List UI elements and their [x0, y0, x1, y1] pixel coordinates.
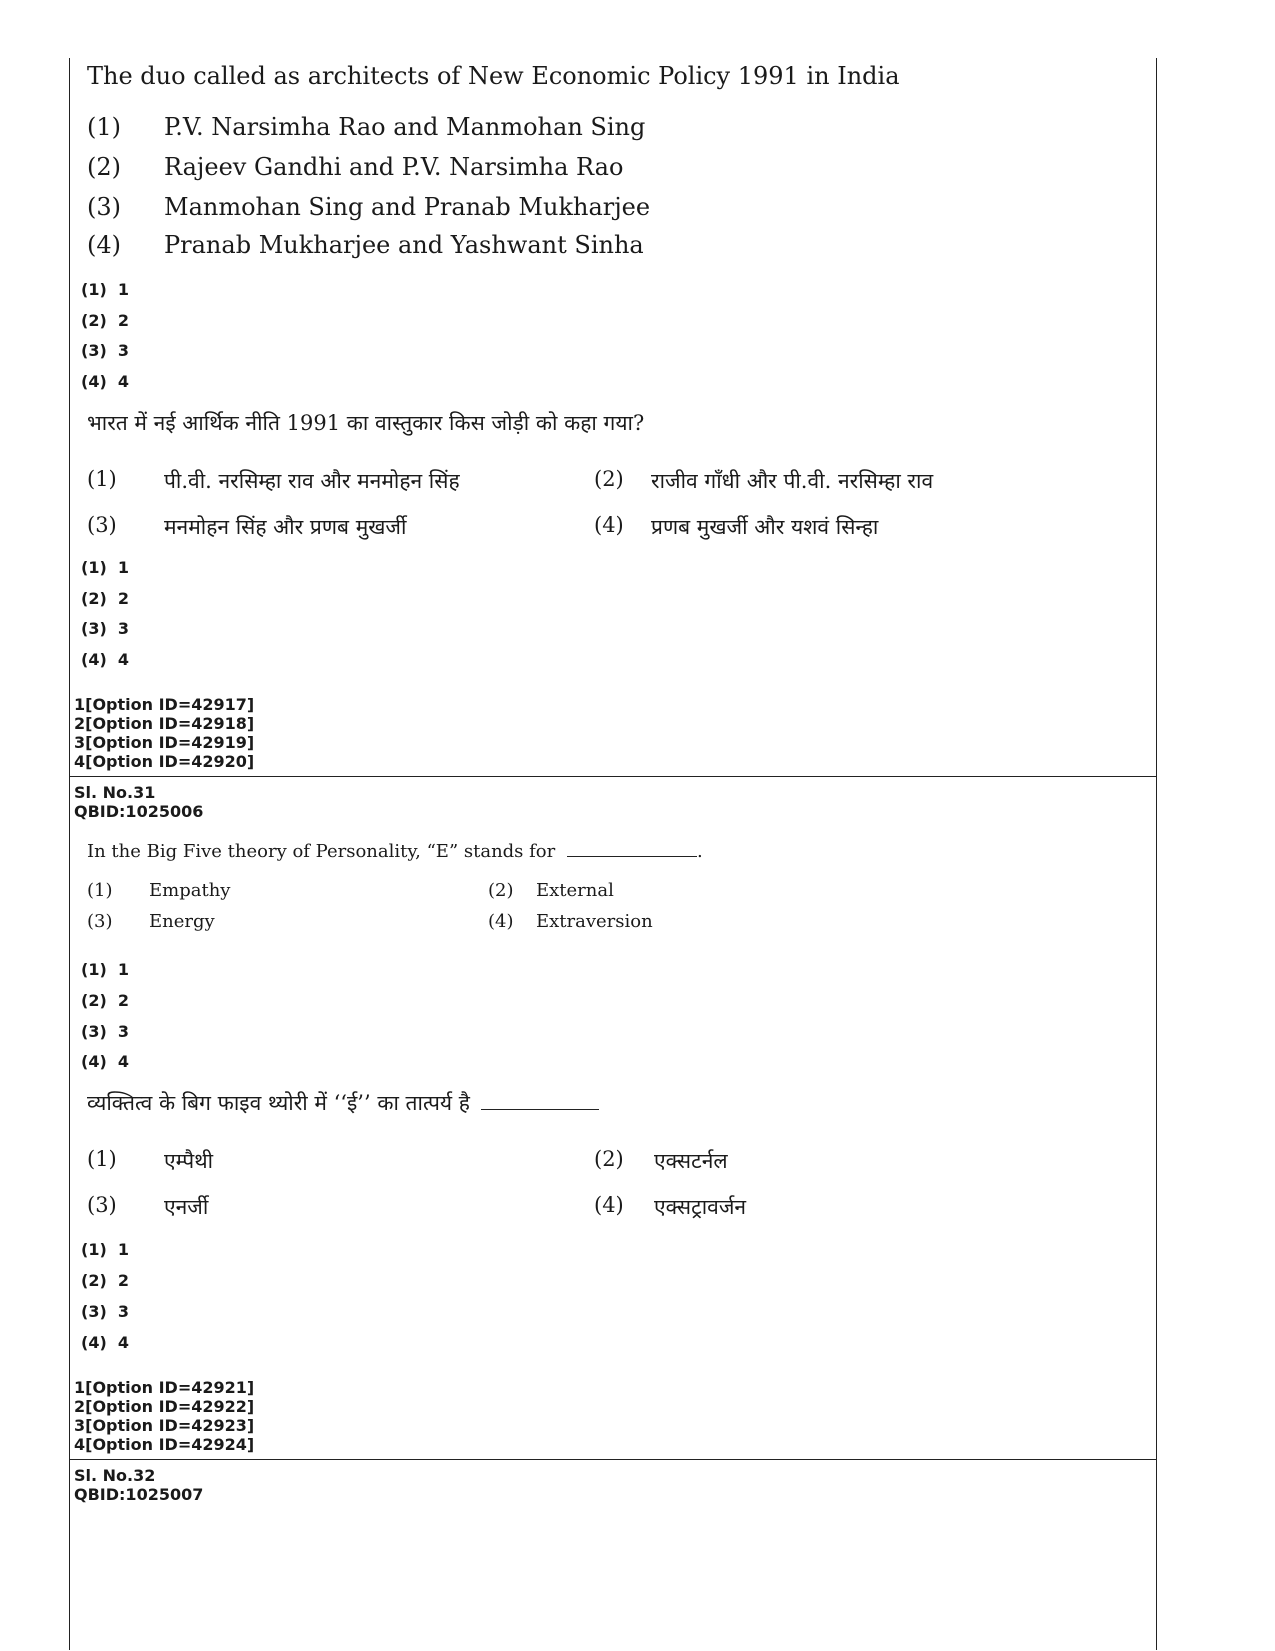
- q30-hi-option-num: (2): [594, 467, 624, 491]
- q31-en-question: [87, 841, 703, 862]
- q31-hi-option-num: (3): [87, 1193, 117, 1217]
- q30-option-id: 2[Option ID=42918]: [74, 714, 255, 733]
- q30-option-id: 3[Option ID=42919]: [74, 733, 255, 752]
- q31-en-option-num: (1): [87, 880, 113, 901]
- q30-hi-option-text: पी.वी. नरसिम्हा राव और मनमोहन सिंह: [164, 469, 460, 493]
- q30-answer-choice: (1) 1: [81, 280, 130, 299]
- q30-en-option-text: Pranab Mukharjee and Yashwant Sinha: [164, 231, 644, 259]
- q32-qbid: QBID:1025007: [74, 1485, 204, 1504]
- q31-hi-option-text: एक्सट्रावर्जन: [654, 1195, 747, 1219]
- q30-answer-choice: (2) 2: [81, 589, 130, 608]
- q31-hi-question: [87, 1089, 599, 1117]
- q31-en-option-text: Extraversion: [536, 911, 653, 932]
- q30-en-option-num: (3): [87, 193, 121, 221]
- q30-en-question: The duo called as architects of New Economic Policy 1991 in India: [87, 62, 900, 90]
- q31-option-id: 2[Option ID=42922]: [74, 1397, 255, 1416]
- q31-hi-option-num: (4): [594, 1193, 624, 1217]
- q30-en-option-text: Manmohan Sing and Pranab Mukharjee: [164, 193, 651, 221]
- q31-qbid: QBID:1025006: [74, 802, 204, 821]
- q31-en-option-text: Empathy: [149, 880, 231, 901]
- q31-option-id: 3[Option ID=42923]: [74, 1416, 255, 1435]
- q31-hi-option-text: एक्सटर्नल: [654, 1149, 728, 1173]
- q31-answer-choice: (3) 3: [81, 1022, 130, 1041]
- q31-hi-option-num: (1): [87, 1147, 117, 1171]
- divider-q30-q31: [70, 776, 1156, 777]
- q31-hi-question-text: व्यक्तित्व के बिग फाइव थ्योरी में ‘‘ई’’ का तात्पर्य है: [87, 1091, 470, 1115]
- q30-answer-choice: (2) 2: [81, 311, 130, 330]
- q31-en-period: .: [696, 841, 703, 862]
- q30-en-option-num: (4): [87, 231, 121, 259]
- q30-answer-choice: (4) 4: [81, 650, 130, 669]
- q31-answer-choice: (4) 4: [81, 1052, 130, 1071]
- q31-hi-option-num: (2): [594, 1147, 624, 1171]
- q30-en-option-text: Rajeev Gandhi and P.V. Narsimha Rao: [164, 153, 624, 181]
- q32-serial-number: Sl. No.32: [74, 1466, 156, 1485]
- q30-answer-choice: (3) 3: [81, 341, 130, 360]
- q30-en-option-text: P.V. Narsimha Rao and Manmohan Sing: [164, 113, 646, 141]
- q31-en-option-text: External: [536, 880, 614, 901]
- q31-answer-choice: (1) 1: [81, 960, 130, 979]
- q30-en-option-num: (2): [87, 153, 121, 181]
- divider-q31-q32: [70, 1459, 1156, 1460]
- q30-answer-choice: (3) 3: [81, 619, 130, 638]
- q30-en-option-num: (1): [87, 113, 121, 141]
- q31-hi-blank: [481, 1109, 599, 1110]
- q31-en-question-text: In the Big Five theory of Personality, “E” stands for: [87, 841, 556, 862]
- q30-hi-option-num: (1): [87, 467, 117, 491]
- q30-hi-option-text: प्रणब मुखर्जी और यशवं सिन्हा: [651, 515, 879, 539]
- q31-en-option-text: Energy: [149, 911, 215, 932]
- q30-option-id: 1[Option ID=42917]: [74, 695, 255, 714]
- q31-answer-choice: (4) 4: [81, 1333, 130, 1352]
- q31-serial-number: Sl. No.31: [74, 783, 156, 802]
- q31-answer-choice: (1) 1: [81, 1240, 130, 1259]
- q30-option-id: 4[Option ID=42920]: [74, 752, 255, 771]
- q31-hi-option-text: एम्पैथी: [164, 1149, 214, 1173]
- q31-option-id: 1[Option ID=42921]: [74, 1378, 255, 1397]
- q31-en-option-num: (4): [488, 911, 514, 932]
- q30-hi-question: भारत में नई आर्थिक नीति 1991 का वास्तुकार किस जोड़ी को कहा गया?: [87, 411, 645, 435]
- q30-hi-option-num: (4): [594, 513, 624, 537]
- q31-answer-choice: (3) 3: [81, 1302, 130, 1321]
- q31-en-blank: [567, 856, 697, 857]
- q31-hi-option-text: एनर्जी: [164, 1195, 209, 1219]
- q30-answer-choice: (4) 4: [81, 372, 130, 391]
- q31-answer-choice: (2) 2: [81, 1271, 130, 1290]
- q31-en-option-num: (2): [488, 880, 514, 901]
- q30-hi-option-text: मनमोहन सिंह और प्रणब मुखर्जी: [164, 515, 407, 539]
- q31-en-option-num: (3): [87, 911, 113, 932]
- q30-hi-option-text: राजीव गाँधी और पी.वी. नरसिम्हा राव: [651, 469, 934, 493]
- q31-option-id: 4[Option ID=42924]: [74, 1435, 255, 1454]
- q31-answer-choice: (2) 2: [81, 991, 130, 1010]
- q30-hi-option-num: (3): [87, 513, 117, 537]
- q30-answer-choice: (1) 1: [81, 558, 130, 577]
